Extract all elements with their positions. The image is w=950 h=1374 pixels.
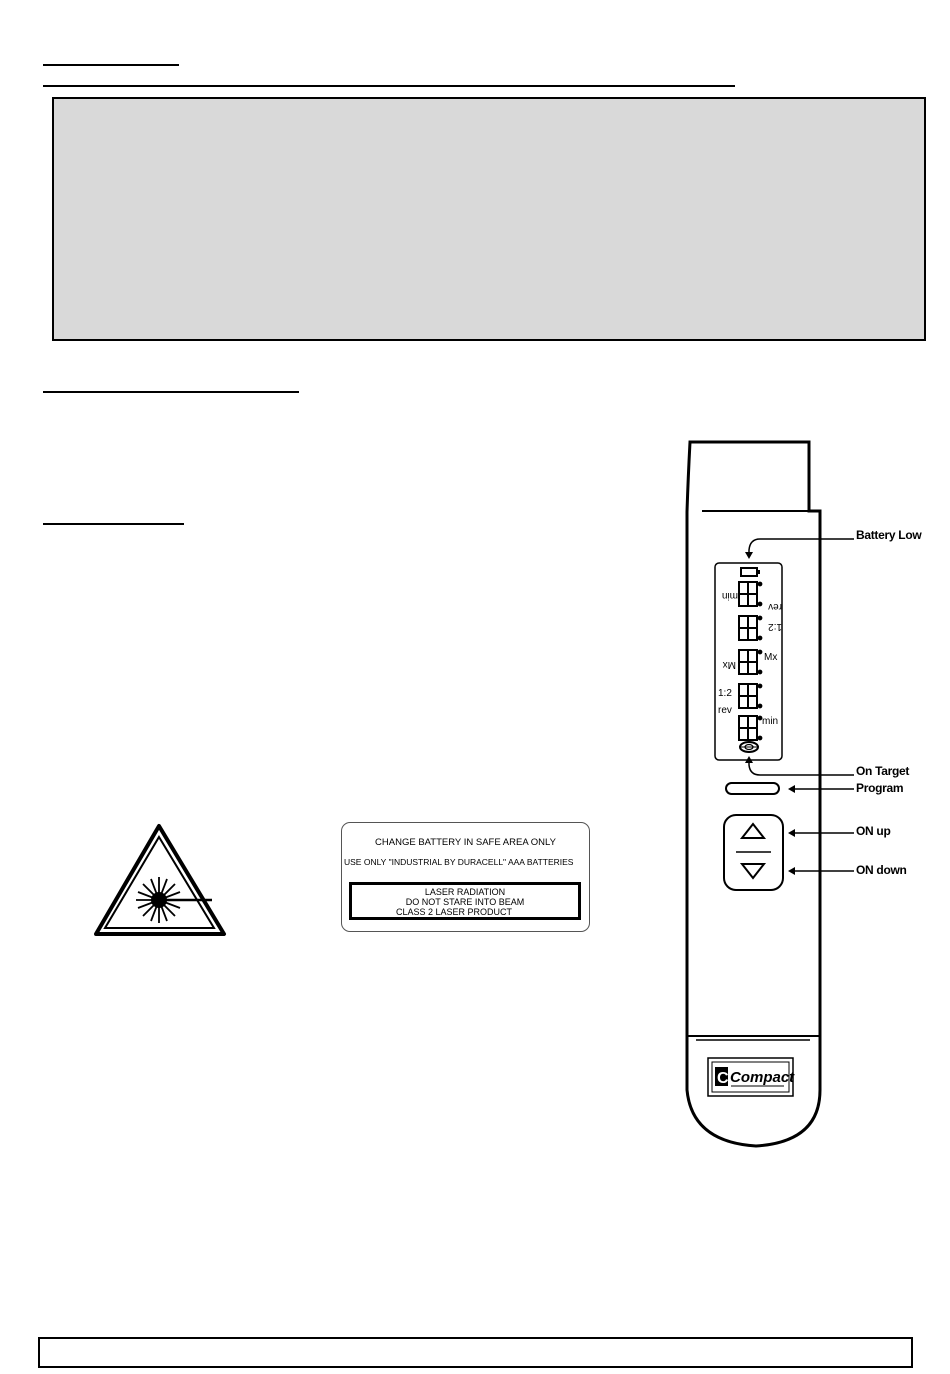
laser-warning-icon [92, 822, 228, 938]
lcd-label-rev: rev [718, 705, 732, 716]
heading-rule-2 [43, 85, 735, 87]
program-button [726, 783, 779, 794]
lcd-label-min-flipped: min [721, 590, 738, 601]
on-up-label: ON up [856, 824, 891, 838]
svg-text:C: C [717, 1070, 729, 1087]
lcd-label-mx-flipped: Mx [722, 659, 736, 670]
notice-box [52, 97, 926, 341]
on-target-label: On Target [856, 764, 910, 778]
heading-rule-3 [43, 391, 299, 393]
lcd-label-ratio: 1:2 [718, 688, 732, 699]
laser-warning-box [349, 882, 581, 920]
lcd-label-ratio-flipped: 1:2 [768, 621, 782, 632]
program-label: Program [856, 781, 904, 795]
battery-warning-text: CHANGE BATTERY IN SAFE AREA ONLY [375, 837, 556, 848]
battery-low-label: Battery Low [856, 528, 922, 542]
compact-logo-text: Compact [730, 1069, 795, 1086]
lcd-label-min: min [762, 716, 779, 727]
footer-box [38, 1337, 913, 1368]
do-not-stare-text: DO NOT STARE INTO BEAM [405, 897, 525, 907]
heading-rule-4 [43, 523, 184, 525]
laser-radiation-text: LASER RADIATION [424, 887, 506, 897]
compact-logo-mark [715, 1067, 729, 1087]
heading-rule-1 [43, 64, 179, 66]
device-illustration [678, 440, 950, 1152]
battery-type-text: USE ONLY "INDUSTRIAL BY DURACELL" AAA BATTERIES [344, 857, 574, 867]
lcd-label-rev-flipped: rev [768, 601, 782, 612]
lcd-label-mx: Mx [764, 652, 778, 663]
class-2-text: CLASS 2 LASER PRODUCT [396, 907, 513, 917]
warning-label [341, 822, 590, 932]
on-down-label: ON down [856, 863, 907, 877]
